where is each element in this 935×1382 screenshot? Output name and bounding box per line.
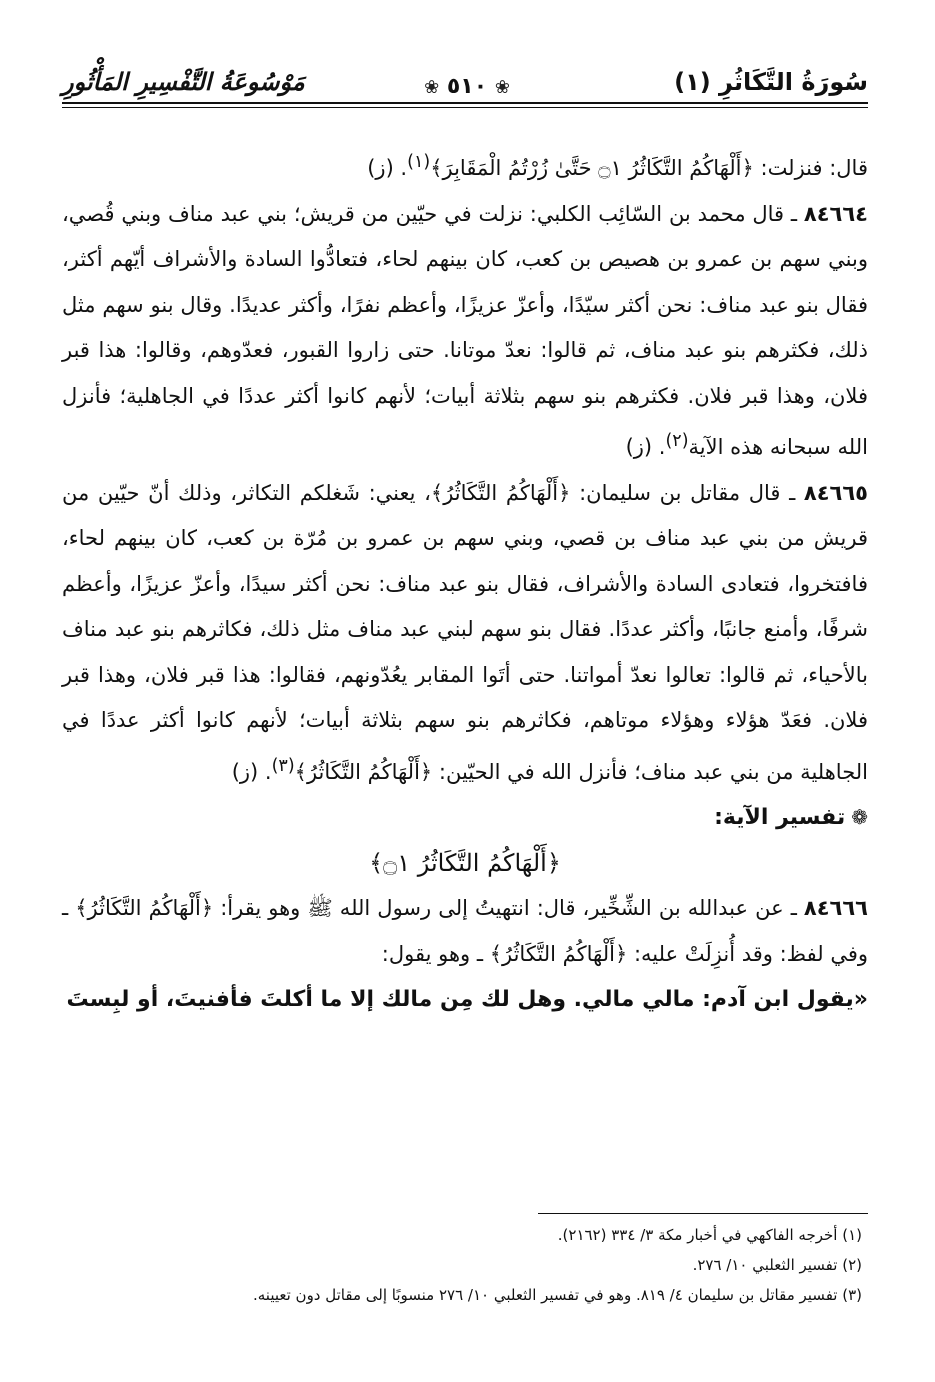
verse-heading: ﴿أَلْهَاكُمُ التَّكَاثُرُ ۝١﴾ (369, 848, 561, 877)
hadith-text: ـ عن عبدالله بن الشِّخِّير، قال: انتهيتُ إلى رسول الله ﷺ وهو يقرأ: (213, 896, 804, 920)
section-title: تفسير الآية: (714, 805, 846, 830)
hadith-paragraph (62, 192, 868, 471)
footnote-item: (١) أخرجه الفاكهي في أخبار مكة ٣/ ٣٣٤ (٢١٦٢). (557, 1226, 862, 1244)
hadith-text: ـ قال محمد بن السّائِب الكلبي: نزلت في حيّين من قريش؛ بني عبد مناف وبني قُصي، وبني سهم بن عمرو بن هصيص بن كعب، كان بينهم لحاء، فتعادُّوا السادة والأشراف أيّهم أكثر، فقال بنو عبد مناف: نحن أكثر سيّدًا، وأعزّ عزيزًا، وأعظم نفرًا، وأكثر عديدًا. وقال بنو سهم مثل ذلك، فكثرهم بنو عبد مناف، ثم قالوا: نعدّ موتانا. حتى زاروا القبور، فعدّوهم، وقالوا: هذا قبر فلان، وهذا قبر فلان. فكثرهم بنو سهم بثلاثة أبيات؛ لأنهم كانوا أكثر عددًا في الجاهلية؛ فأنزل الله سبحانه هذه الآية (62, 201, 868, 459)
hadith-text: ـ وهو يقول: (381, 941, 490, 966)
hadith-text: ، يعني: شَغلكم التكاثر، وذلك أنّ حيّين من قريش من بني عبد مناف بن قصي، وبني سهم بن عمرو بن مُرّة بن كعب، كان بينهم لحاء، فافتخروا، فتعادى السادة والأشراف، فقال بنو عبد مناف: نحن أكثر سيدًا، وأعزّ عزيزًا، وأعظم شرفًا، وأمنع جانبًا، وأكثر عددًا. فقال بنو سهم لبني عبد مناف مثل ذلك، فكاثرهم بنو عبد مناف بالأحياء، ثم قالوا: تعالوا نعدّ أمواتنا. حتى أتَوا المقابر يعُدّونهم، فقالوا: هذا قبر فلان، وهذا قبر فلان. فعَدّ هؤلاء وهؤلاء موتاهم، فكاثرهم بنو سهم بثلاثة أبيات؛ لأنهم كانوا أكثر عددًا في الجاهلية من بني عبد مناف؛ فأنزل الله في الحيّين: (62, 480, 868, 784)
ornament-icon: ❀ (494, 77, 510, 98)
intro-paragraph (62, 140, 868, 192)
hadith-text: ـ قال مقاتل بن سليمان: (570, 480, 804, 505)
quran-verse: ﴿أَلْهَاكُمُ التَّكَاثُرُ﴾ (489, 941, 628, 966)
hadith-number: ٨٤٦٦٦ (803, 896, 868, 920)
quran-verse: ﴿أَلْهَاكُمُ التَّكَاثُرُ﴾ (75, 896, 214, 920)
quran-verse: ﴿أَلْهَاكُمُ التَّكَاثُرُ﴾ (294, 759, 433, 784)
book-title: مَوْسُوعَةُ التَّفْسِيرِ المَأْثُورِ (62, 68, 305, 96)
footnote-item: (٢) تفسير الثعلبي ١٠/ ٢٧٦. (692, 1256, 862, 1274)
hadith-bold-text: «يقول ابن آدم: مالي مالي. وهل لك مِن مالك إلا ما أكلتَ فأفنيتَ، أو لبِستَ (66, 987, 868, 1012)
hadith-paragraph (62, 471, 868, 796)
page-number: ٥١٠ (446, 74, 488, 99)
footnote-divider (538, 1213, 868, 1214)
ornament-icon: ❀ (424, 77, 440, 98)
hadith-number: ٨٤٦٦٥ (803, 480, 868, 505)
header-rule (62, 102, 868, 104)
footnotes (62, 1220, 862, 1310)
source-marker: . (ز) (231, 759, 272, 784)
footnote-ref[interactable]: (٢) (665, 431, 689, 451)
hadith-text: ـ وفي لفظ: وقد أُنزِلَتْ عليه: (62, 896, 868, 966)
page-number-block (392, 74, 542, 99)
quran-verse: ﴿أَلْهَاكُمُ التَّكَاثُرُ﴾ (430, 480, 571, 505)
footnote-ref[interactable]: (١) (407, 152, 431, 172)
intro-lead: قال: فنزلت: (753, 156, 868, 180)
surah-title: سُورَةُ التَّكَاثُرِ (١) (674, 68, 868, 96)
flower-icon: ❁ (851, 805, 868, 829)
page-header (62, 56, 868, 112)
page-body (62, 140, 868, 1023)
source-marker: . (ز) (625, 435, 666, 459)
hadith-paragraph (62, 886, 868, 1023)
hadith-number: ٨٤٦٦٤ (803, 201, 868, 226)
section-heading (62, 795, 868, 841)
quran-verse: ﴿أَلْهَاكُمُ التَّكَاثُرُ ۝١ حَتَّىٰ زُرْتُمُ الْمَقَابِرَ﴾ (430, 156, 754, 180)
footnote-item: (٣) تفسير مقاتل بن سليمان ٤/ ٨١٩. وهو في تفسير الثعلبي ١٠/ ٢٧٦ منسوبًا إلى مقاتل دون تعيينه. (252, 1286, 862, 1304)
footnote-ref[interactable]: (٣) (271, 755, 295, 776)
header-rule-thin (62, 107, 868, 108)
source-marker: . (ز) (367, 156, 408, 180)
